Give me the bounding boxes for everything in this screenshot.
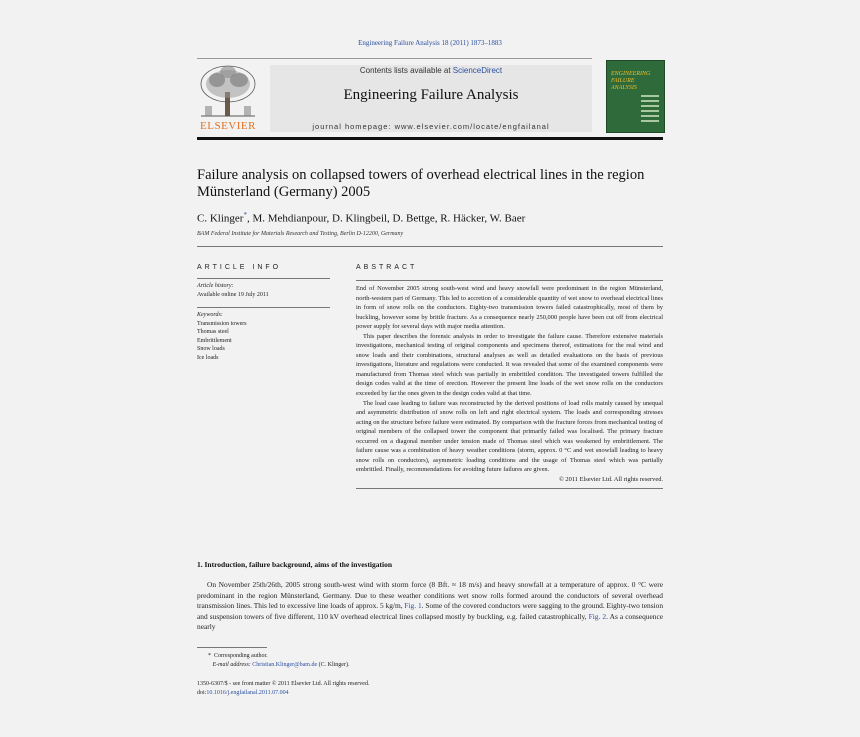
first-author: C. Klinger	[197, 212, 244, 225]
other-authors: , M. Mehdianpour, D. Klingbeil, D. Bettge, R. Häcker, W. Baer	[246, 212, 526, 225]
doi-label: doi:	[197, 689, 207, 696]
journal-banner	[270, 65, 592, 132]
issn-line: 1350-6307/$ - see front matter © 2011 Elsevier Ltd. All rights reserved.	[197, 681, 370, 687]
email-label: E-mail address:	[212, 661, 253, 668]
footnote-rule	[197, 647, 267, 648]
keyword-item: Embrittlement	[197, 337, 232, 344]
abstract-copyright: © 2011 Elsevier Ltd. All rights reserved.	[558, 475, 663, 483]
journal-homepage[interactable]: journal homepage: www.elsevier.com/locate/engfailanal	[312, 122, 550, 131]
keyword-item: Thomas steel	[197, 329, 229, 335]
doi-line	[197, 689, 663, 698]
article-info-panel	[197, 278, 330, 362]
footnote-mark: *	[208, 653, 211, 659]
keyword-item: Ice loads	[197, 354, 219, 361]
intro-heading: 1. Introduction, failure background, aims of the investigation	[197, 560, 393, 569]
abstract-heading: ABSTRACT	[356, 264, 418, 271]
corresponding-text: Corresponding author.	[214, 653, 268, 659]
abstract-paragraph: The load case leading to failure was reconstructed by the derived positions of load rolls mainly caused by unequal and asymmetric distribution of snow rolls on left and right electrical system. The loads and corresponding stresses acting on the structure before failure were estimated. By comparison with the fracture forces from mechanical testing of original members of the collapsed tower the component that primarily failed was localised. The primary fracture occurred on a diagonal member under tension made of Thomas steel which was weakened by embrittlement. The failure cause was a combination of heavy weather conditions (storm, approx. 0 °C and wet snowfall leading to heavy snow rolls on conductors), asymmetric loading conditions and the usage of Thomas steel which was partially embrittled. Finally, recommendations for avoiding future failures are given.	[356, 399, 663, 474]
intro-text-1: On November 25th/26th, 2005 strong south-west wind with storm force (8 Bft. ≈ 18 m/s) and heavy snowfall at a temperature of approx. 0 °C were predominant in the region Münsterland, Germany. Due to these weather conditions wet snow rolls formed around the conductors of several overhead transmission lines. This led to excessive line loads of approx. 5 kg/m,	[197, 580, 663, 611]
article-title: Failure analysis on collapsed towers of overhead electrical lines in the region Münsterland (Germany) 2005	[197, 167, 645, 200]
cover-decoration	[641, 95, 659, 125]
sciencedirect-link[interactable]: ScienceDirect	[452, 66, 503, 75]
email-link[interactable]: Christian.Klinger@bam.de	[252, 661, 318, 668]
journal-title: Engineering Failure Analysis	[343, 87, 519, 103]
abstract-paragraph: End of November 2005 strong south-west wind and heavy snowfall were predominant in the region Münsterland, north-western part of Germany. This led to accretion of a considerable quantity of wet snow to overhead electrical lines in form of snow rolls on the conductors. Eighty-two transmission towers failed catastrophically, most of them by buckling, however some by brittle fracture. As a consequence nearly 250,000 people have been cut off from electrical power supply for several days with major media attention.	[356, 285, 663, 331]
email-suffix: (C. Klinger).	[317, 661, 350, 668]
journal-header	[197, 60, 663, 134]
corresponding-footnote	[197, 652, 663, 661]
header-rule	[197, 137, 663, 140]
author-list	[197, 211, 663, 225]
affiliation: BAM Federal Institute for Materials Research and Testing, Berlin D-12200, Germany	[197, 231, 404, 237]
history-label: Article history:	[197, 283, 234, 289]
article-info-heading: ARTICLE INFO	[197, 264, 282, 271]
contents-prefix: Contents lists available at	[359, 66, 453, 75]
fig1-link[interactable]: Fig. 1	[404, 601, 422, 611]
keyword-item: Snow loads	[197, 346, 225, 352]
abstract-paragraph: This paper describes the forensic analysis in order to investigate the failure cause. Therefore extensive materials investigations, mechanical testing of original components and specimens thereof, estimations for the real wind and snow loads and their combinations, structural analyses as well as detailed evaluations on the basis of previous investigations, literature and regulations were conducted. It was revealed that some of the examined components were manufactured from Thomas steel which was partially in embrittled condition. The investigated towers fulfilled the design codes valid at the time of erection. However the present line loads of the wet snow rolls on the conductors exceeded by far the ones given in the design codes valid at that time.	[356, 332, 663, 398]
footnotes	[197, 652, 663, 669]
intro-text-3: . As a consequence nearly	[197, 611, 664, 632]
publication-info	[197, 680, 663, 697]
email-footnote	[197, 661, 663, 670]
top-rule	[197, 58, 592, 59]
keyword-item: Transmission towers	[197, 320, 247, 327]
journal-reference[interactable]: Engineering Failure Analysis 18 (2011) 1873–1883	[358, 39, 502, 47]
history-value: Available online 19 July 2011	[197, 291, 269, 298]
journal-cover-image	[606, 60, 665, 133]
contents-line	[270, 66, 592, 75]
intro-paragraph	[197, 580, 663, 633]
keywords-rule	[197, 307, 330, 308]
article-info-rule	[197, 278, 330, 279]
cover-title: ENGINEERING FAILURE ANALYSIS	[611, 71, 651, 91]
fig2-link[interactable]: Fig. 2	[588, 611, 607, 621]
elsevier-wordmark: ELSEVIER	[200, 120, 256, 132]
doi-link[interactable]: 10.1016/j.engfailanal.2011.07.004	[206, 689, 289, 696]
intro-text-2: . Some of the covered conductors were sagging to the ground. Eighty-two tension and suspension towers of five different, 110 kV overhead electrical lines collapsed mostly by buckling, e.g. failed catastrophically,	[197, 601, 664, 621]
corresponding-author-mark[interactable]: *	[243, 211, 247, 219]
section-rule	[197, 246, 663, 247]
keywords-label: Keywords:	[197, 312, 223, 318]
abstract-body	[356, 280, 663, 489]
